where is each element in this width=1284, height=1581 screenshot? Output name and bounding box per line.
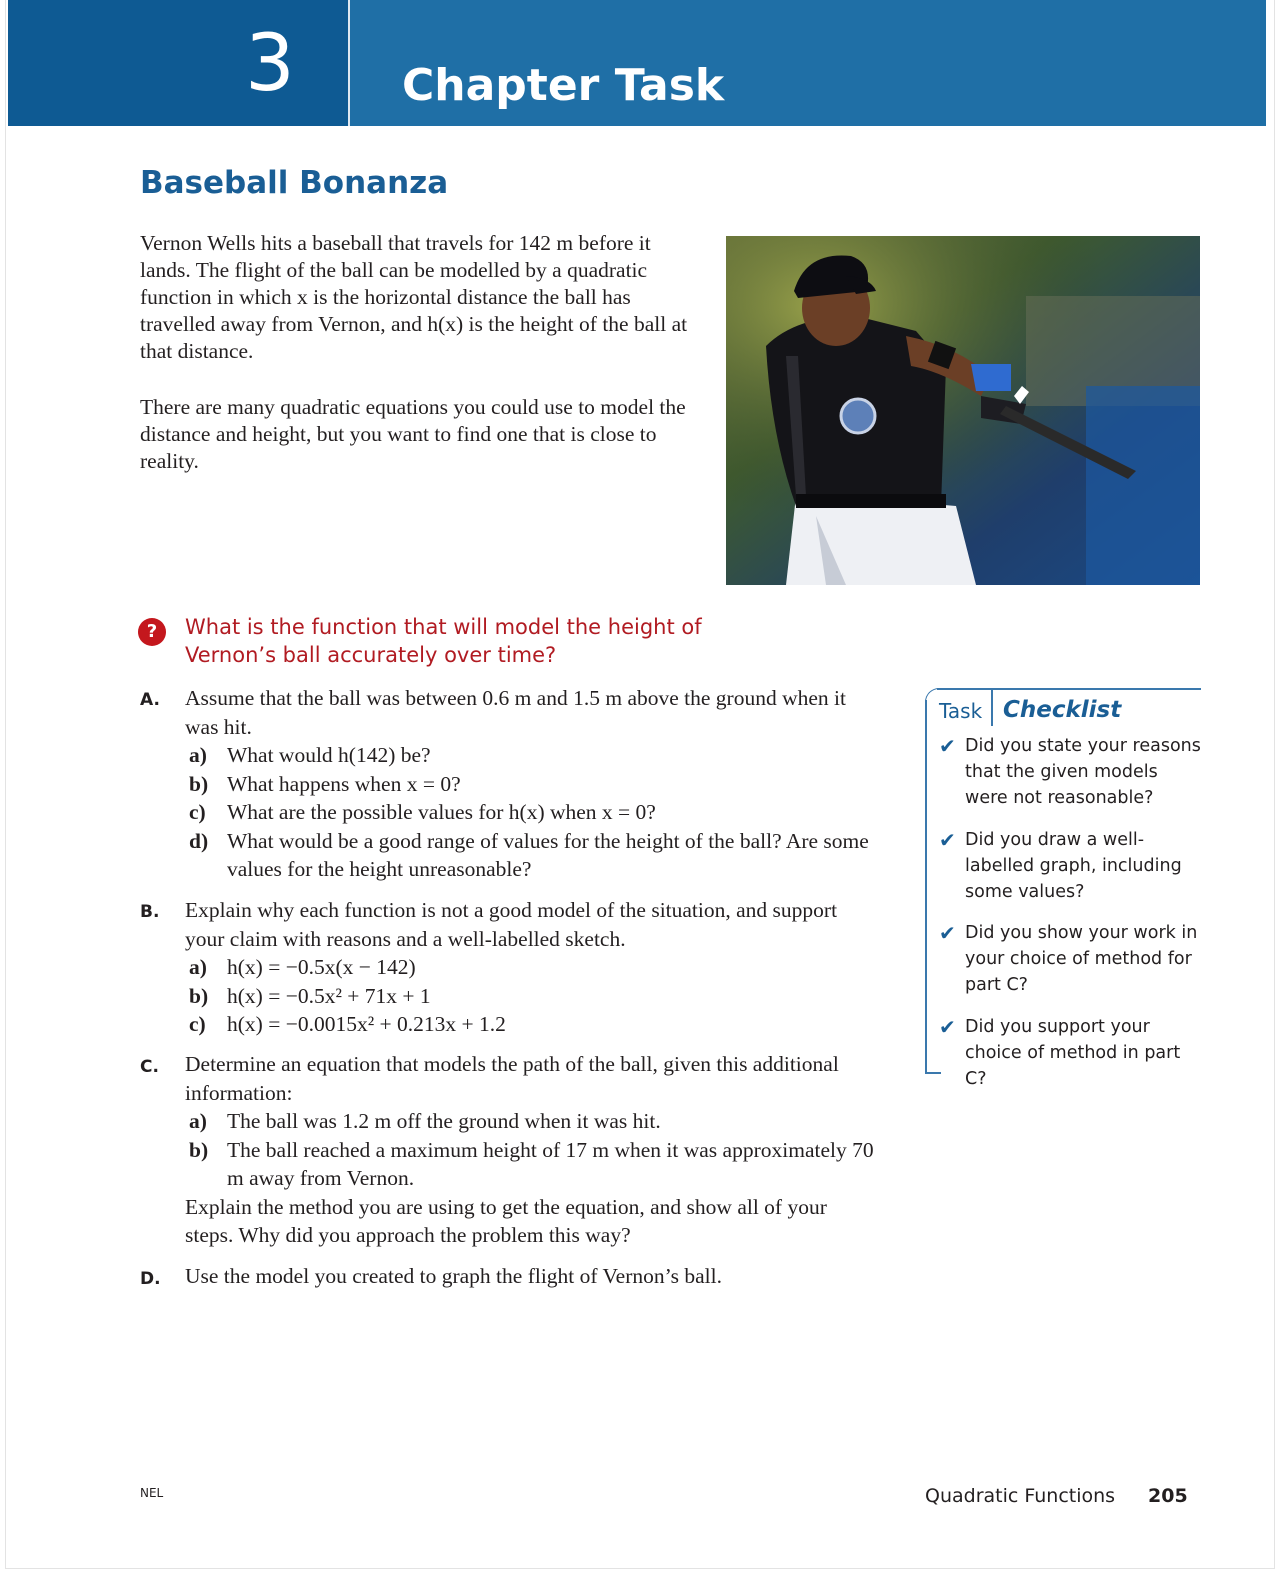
footer-publisher: NEL [140,1486,164,1500]
checkmark-icon: ✔ [939,734,956,758]
part-a-item [185,827,875,884]
checklist-item [939,920,1204,998]
intro-paragraph-2: There are many quadratic equations you could use to model the distance and height, but you want to find one that is close to reality. [140,395,686,473]
item-label: a) [189,1109,207,1133]
part-b-text: Explain why each function is not a good model of the situation, and support your claim with reasons and a well-labelled sketch. [185,898,838,951]
item-text: h(x) = −0.5x(x − 142) [227,955,416,979]
part-c-item [185,1136,875,1193]
item-label: c) [189,1012,206,1036]
chapter-number: 3 [245,19,295,109]
part-d-text: Use the model you created to graph the flight of Vernon’s ball. [185,1264,722,1288]
checklist-task-label: Task [939,699,983,723]
item-text: What happens when x = 0? [227,771,461,796]
checklist-top-rule [937,688,1201,690]
item-label: b) [189,771,209,796]
page-number: 205 [1148,1485,1188,1507]
checklist-left-rule [925,700,927,1074]
checklist-item-text: Did you support your choice of method in part C? [965,1017,1181,1089]
part-b-item [185,953,875,982]
baseball-player-illustration [726,236,1200,585]
item-text: What would be a good range of values for the height of the ball? Are some values for the height unreasonable? [227,828,869,881]
checkmark-icon: ✔ [939,828,956,852]
checklist-title: Checklist [1003,697,1122,723]
part-c-item [185,1107,875,1136]
part-c-letter: C. [140,1057,159,1077]
checklist-item-text: Did you show your work in your choice of method for part C? [965,923,1198,995]
item-label: c) [189,800,206,824]
part-d [185,1262,875,1291]
item-text: The ball was 1.2 m off the ground when it was hit. [227,1109,661,1133]
item-label: b) [189,1137,209,1162]
checkmark-icon: ✔ [939,921,956,945]
checklist-item [939,827,1204,905]
part-c [185,1050,875,1250]
part-a-text: Assume that the ball was between 0.6 m and 1.5 m above the ground when it was hit. [185,686,846,739]
item-text: The ball reached a maximum height of 17 m when it was approximately 70 m away from Vernon. [227,1137,874,1190]
question-icon: ? [138,618,166,646]
item-label: d) [189,828,209,853]
part-b-item [185,1010,875,1039]
intro-paragraph-1: Vernon Wells hits a baseball that travels for 142 m before it lands. The flight of the ball can be modelled by a quadratic function in which x is the horizontal distance the ball has travelled away from Vernon, and h(x) is the height of the ball at that distance. [140,231,688,363]
part-b-letter: B. [140,902,160,922]
baseball-player-photo [726,236,1200,585]
part-a-item [185,798,875,827]
task-checklist [925,688,1201,1089]
part-c-text: Determine an equation that models the path of the ball, given this additional information: [185,1052,839,1105]
part-b-item [185,982,875,1011]
item-label: b) [189,983,209,1008]
part-a-item [185,741,875,770]
key-question: What is the function that will model the height of Vernon’s ball accurately over time? [185,615,702,667]
item-label: a) [189,955,207,979]
task-title: Baseball Bonanza [140,165,449,201]
item-text: What would h(142) be? [227,743,431,767]
chapter-label: Chapter Task [402,60,725,111]
checklist-item-text: Did you draw a well-labelled graph, including some values? [965,830,1182,902]
checklist-item-text: Did you state your reasons that the given models were not reasonable? [965,736,1201,808]
checkmark-icon: ✔ [939,1015,956,1039]
item-text: h(x) = −0.0015x² + 0.213x + 1.2 [227,1012,506,1036]
header-divider [348,0,350,126]
part-a-letter: A. [140,690,160,710]
item-text: h(x) = −0.5x² + 71x + 1 [227,983,431,1008]
item-label: a) [189,743,207,767]
part-d-letter: D. [140,1269,161,1289]
part-a-item [185,770,875,799]
part-c-closing: Explain the method you are using to get the equation, and show all of your steps. Why did you approach the problem this way? [185,1194,827,1247]
part-b [185,896,875,1039]
checklist-item [939,733,1204,811]
checklist-corner [925,688,939,702]
part-a [185,684,875,884]
item-text: What are the possible values for h(x) when x = 0? [227,800,656,824]
checklist-item [939,1014,1204,1092]
footer-section-title: Quadratic Functions [925,1485,1116,1507]
checklist-header-divider [991,690,993,726]
